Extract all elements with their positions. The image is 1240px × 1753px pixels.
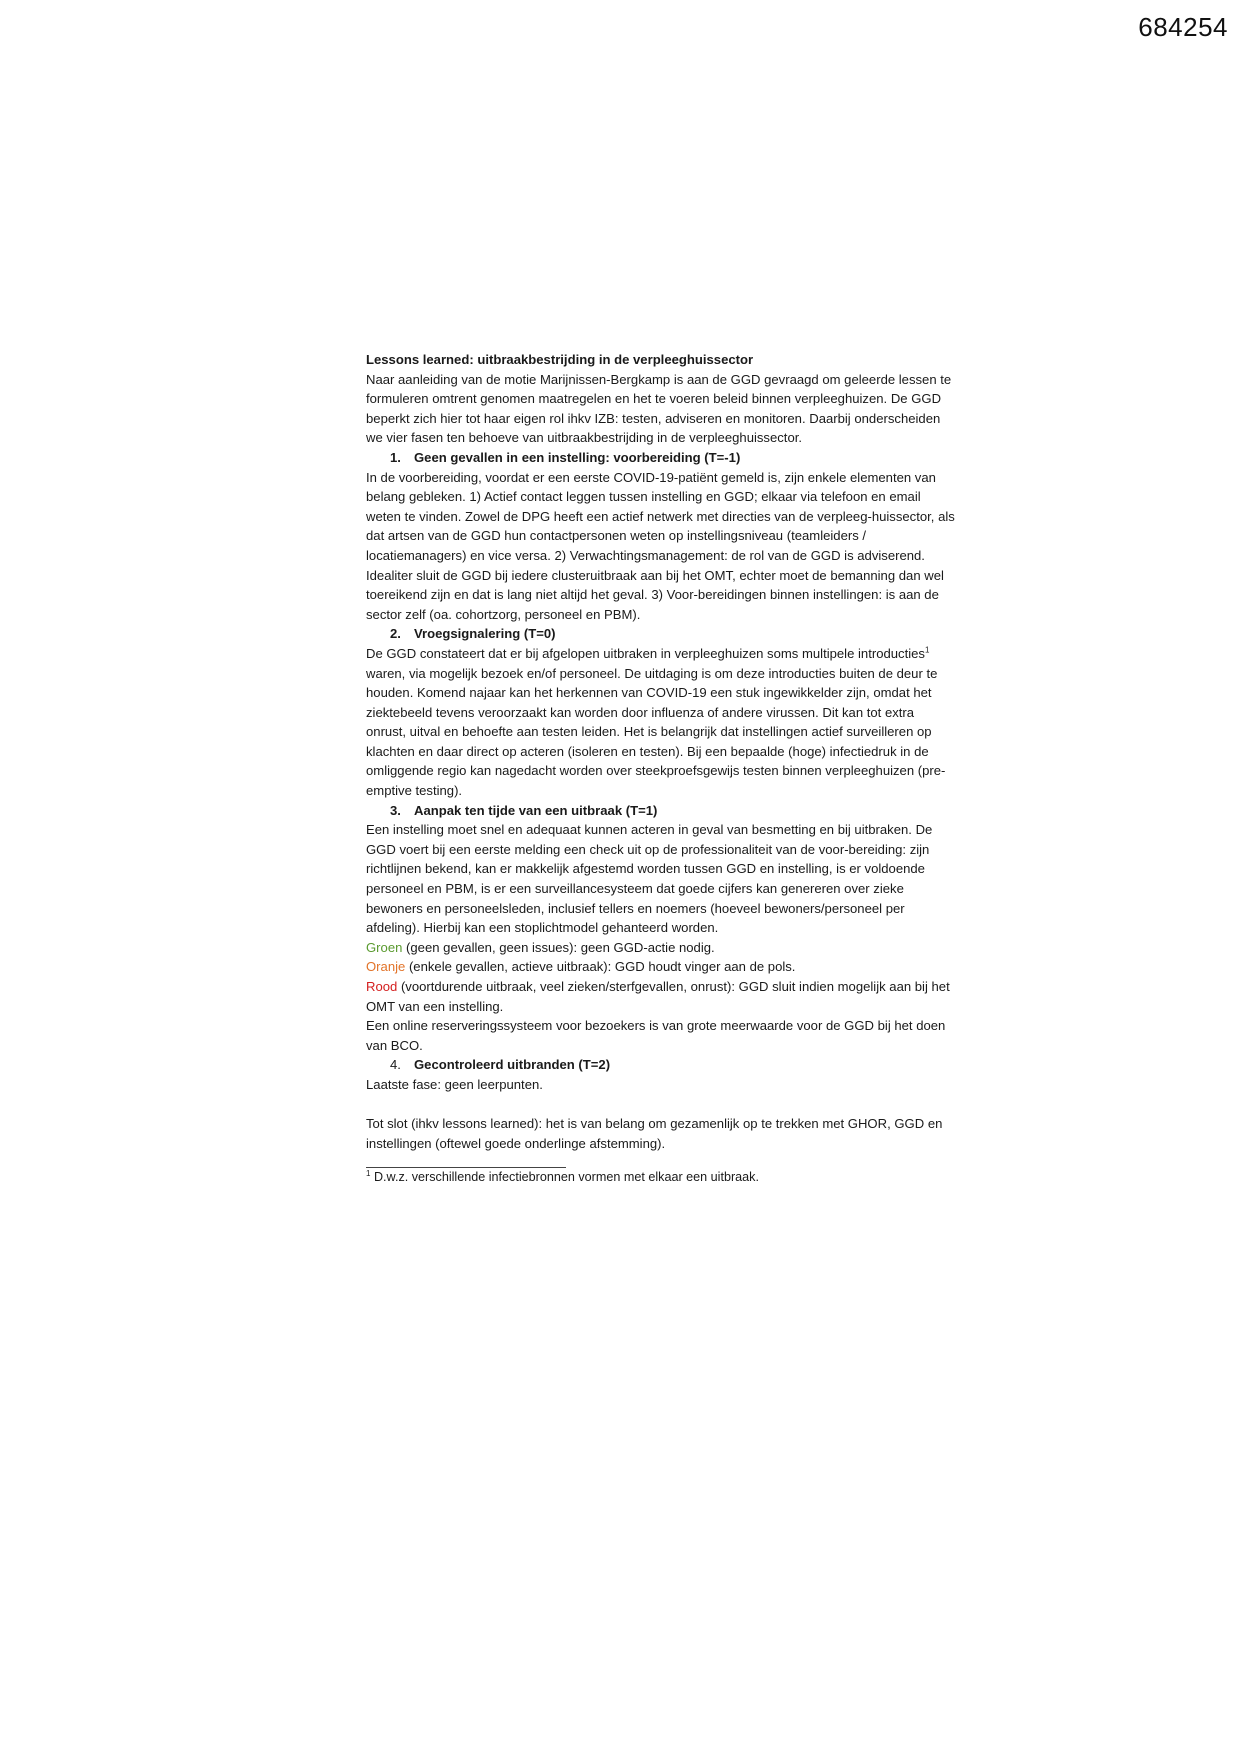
section-2-number: 2.: [390, 626, 401, 642]
conclusion-paragraph: Tot slot (ihkv lessons learned): het is van belang om gezamenlijk op te trekken met GHOR, GGD en instellingen (oftewel goede onderlinge afstemming).: [366, 1116, 943, 1151]
section-3-number: 3.: [390, 802, 401, 818]
stoplight-orange-label: Oranje: [366, 959, 406, 975]
stoplight-orange-text: (enkele gevallen, actieve uitbraak): GGD houdt vinger aan de pols.: [405, 959, 796, 975]
stoplight-green-text: (geen gevallen, geen issues): geen GGD-actie nodig.: [402, 939, 715, 955]
stoplight-green: [366, 938, 956, 958]
section-2-body-part-1: De GGD constateert dat er bij afgelopen uitbraken in verpleeghuizen soms multipele introducties: [366, 645, 925, 661]
document-number: 684254: [1138, 12, 1228, 42]
section-2-title: Vroegsignalering (T=0): [414, 626, 556, 642]
section-3-heading: [366, 801, 956, 821]
section-4-heading: [366, 1055, 956, 1075]
stoplight-red-label: Rood: [366, 979, 398, 994]
stoplight-green-label: Groen: [366, 939, 403, 955]
document-body: [366, 350, 956, 1186]
section-4-number: 4.: [390, 1057, 401, 1073]
stoplight-orange: [366, 957, 956, 977]
section-3-body: Een instelling moet snel en adequaat kunnen acteren in geval van besmetting en bij uitbraken. De GGD voert bij een eerste melding een check uit op de professionaliteit van de voor-bereiding: zijn richtlijnen bekend, kan er makkelijk afgestemd worden tussen GGD en instelling, is er voldoende personeel en PBM, is er een surveillancesysteem dat goede cijfers kan genereren over zieke bewoners en personeelsleden, inclusief tellers en noemers (hoeveel bewoners/personeel per afdeling). Hierbij kan een stoplichtmodel gehanteerd worden.: [366, 822, 933, 936]
section-1-number: 1.: [390, 449, 401, 465]
section-4-body: Laatste fase: geen leerpunten.: [366, 1076, 543, 1092]
stoplight-red-text: (voortdurende uitbraak, veel zieken/sterfgevallen, onrust): GGD sluit indien mogelijk aan bij het OMT van een instelling.: [366, 979, 950, 1014]
section-3-title: Aanpak ten tijde van een uitbraak (T=1): [414, 802, 658, 818]
section-2-heading: [366, 624, 956, 644]
spacer: [366, 1095, 956, 1115]
section-1-body: In de voorbereiding, voordat er een eerste COVID-19-patiënt gemeld is, zijn enkele elementen van belang gebleken. 1) Actief contact leggen tussen instelling en GGD; elkaar via telefoon en email weten te vinden. Zowel de DPG heeft een actief netwerk met directies van de verpleeg-huissector, als dat artsen van de GGD hun contactpersonen weten op instellingsniveau (teamleiders / locatiemanagers) en vice versa. 2) Verwachtingsmanagement: de rol van de GGD is adviserend. Idealiter sluit de GGD bij iedere clusteruitbraak aan bij het OMT, echter moet de bemanning dan wel toereikend zijn en dat is lang niet altijd het geval. 3) Voor-bereidingen binnen instellingen: is aan de sector zelf (oa. cohortzorg, personeel en PBM).: [366, 469, 955, 622]
footnote: [366, 1168, 956, 1186]
intro-paragraph: Naar aanleiding van de motie Marijnissen-Bergkamp is aan de GGD gevraagd om geleerde lessen te formuleren omtrent genomen maatregelen en het te voeren beleid binnen verpleeghuizen. De GGD beperkt zich hier tot haar eigen rol ihkv IZB: testen, adviseren en monitoren. Daarbij onderscheiden we vier fasen ten behoeve van uitbraakbestrijding in de verpleeghuissector.: [366, 371, 952, 446]
section-1-title: Geen gevallen in een instelling: voorbereiding (T=-1): [414, 449, 741, 465]
stoplight-red: [366, 977, 956, 1016]
section-2-body: [366, 644, 956, 801]
section-2-body-part-2: waren, via mogelijk bezoek en/of personeel. De uitdaging is om deze introducties buiten de deur te houden. Komend najaar kan het herkennen van COVID-19 een stuk ingewikkelder zijn, omdat het ziektebeeld tevens veroorzaakt kan worden door influenza of andere virussen. Dit kan tot extra onrust, uitval en behoefte aan testen leiden. Het is belangrijk dat instellingen actief surveilleren op klachten en daar direct op acteren (isoleren en testen). Bij een bepaalde (hoge) infectiedruk in de omliggende regio kan nagedacht worden over steekproefsgewijs testen binnen verpleeghuizen (pre-emptive testing).: [366, 665, 946, 799]
document-title: Lessons learned: uitbraakbestrijding in de verpleeghuissector: [366, 352, 754, 367]
footnote-number: 1: [366, 1169, 371, 1179]
section-3-closing: Een online reserveringssysteem voor bezoekers is van grote meerwaarde voor de GGD bij het doen van BCO.: [366, 1018, 946, 1053]
section-4-title: Gecontroleerd uitbranden (T=2): [414, 1057, 611, 1073]
footnote-text: D.w.z. verschillende infectiebronnen vormen met elkaar een uitbraak.: [370, 1170, 759, 1185]
footnote-reference: 1: [924, 645, 930, 655]
section-1-heading: [366, 448, 956, 468]
